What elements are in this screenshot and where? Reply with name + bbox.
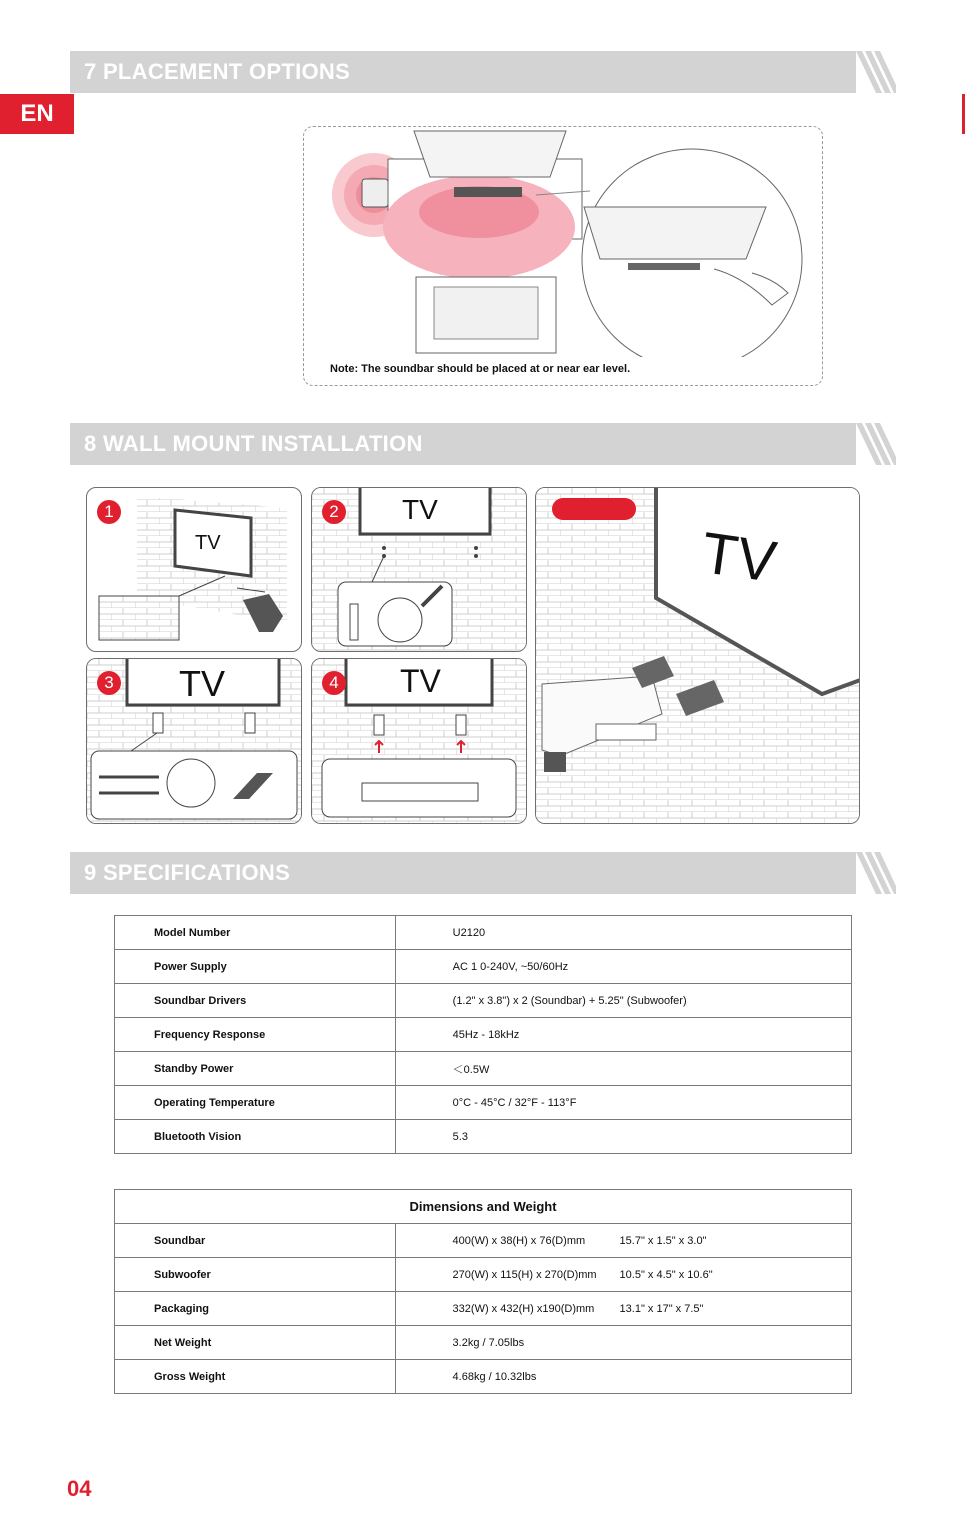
language-tab: EN (0, 94, 74, 134)
dimensions-header: Dimensions and Weight (115, 1190, 852, 1224)
table-row (115, 1018, 852, 1052)
placement-note: Note: The soundbar should be placed at or near ear level. (330, 363, 631, 375)
table-row (115, 1326, 852, 1360)
section-title: 7 PLACEMENT OPTIONS (84, 59, 351, 84)
spec-label: Soundbar Drivers (115, 984, 396, 1018)
table-row (115, 1258, 852, 1292)
dimension-value-cell (395, 1292, 851, 1326)
step-number-badge: 1 (97, 500, 121, 524)
metric-value: 400(W) x 38(H) x 76(D)mm (452, 1234, 586, 1247)
spec-label: Operating Temperature (115, 1086, 396, 1120)
imperial-value: 13.1" x 17" x 7.5" (619, 1302, 704, 1315)
spec-value: ＜0.5W (395, 1052, 851, 1086)
table-row (115, 984, 852, 1018)
dimension-label: Net Weight (115, 1326, 396, 1360)
placement-illustration (304, 127, 822, 357)
metric-value: 3.2kg / 7.05lbs (452, 1336, 525, 1349)
spec-value: U2120 (395, 916, 851, 950)
section-header-placement (70, 51, 896, 93)
step-4-panel (311, 658, 527, 824)
dimension-value-cell (395, 1360, 851, 1394)
dimension-label: Soundbar (115, 1224, 396, 1258)
step-3-panel (86, 658, 302, 824)
spec-value: 45Hz - 18kHz (395, 1018, 851, 1052)
tv-label: TV (697, 520, 781, 595)
tv-label: TV (400, 663, 441, 699)
spec-label: Power Supply (115, 950, 396, 984)
table-row (115, 1292, 852, 1326)
dimension-label: Packaging (115, 1292, 396, 1326)
spec-label: Bluetooth Vision (115, 1120, 396, 1154)
dimension-label: Gross Weight (115, 1360, 396, 1394)
tv-label: TV (179, 663, 226, 704)
spec-label: Model Number (115, 916, 396, 950)
metric-value: 270(W) x 115(H) x 270(D)mm (452, 1268, 597, 1281)
tv-label: TV (195, 532, 221, 554)
table-row (115, 1360, 852, 1394)
metric-value: 4.68kg / 10.32lbs (452, 1370, 537, 1383)
imperial-value: 15.7" x 1.5" x 3.0" (619, 1234, 707, 1247)
spec-value: 5.3 (395, 1120, 851, 1154)
table-row (115, 916, 852, 950)
mounted-soundbar-illustration (536, 488, 859, 823)
tv-label: TV (402, 494, 438, 525)
step-number-badge: 4 (322, 671, 346, 695)
table-row (115, 1052, 852, 1086)
dimensions-table (114, 1189, 852, 1394)
section-title: 9 SPECIFICATIONS (84, 860, 291, 885)
table-header-row (115, 1190, 852, 1224)
table-row (115, 1224, 852, 1258)
imperial-value: 10.5" x 4.5" x 10.6" (619, 1268, 713, 1281)
dimension-value-cell (395, 1224, 851, 1258)
step-2-panel (311, 487, 527, 652)
dimension-label: Subwoofer (115, 1258, 396, 1292)
specifications-table (114, 915, 852, 1154)
spec-value: 0°C - 45°C / 32°F - 113°F (395, 1086, 851, 1120)
dimension-value-cell (395, 1258, 851, 1292)
spec-label: Frequency Response (115, 1018, 396, 1052)
metric-value: 332(W) x 432(H) x190(D)mm (452, 1302, 595, 1315)
spec-label: Standby Power (115, 1052, 396, 1086)
placement-illustration-box (303, 126, 823, 386)
slash-decoration-icon (856, 852, 896, 894)
table-row (115, 1120, 852, 1154)
step-number-badge: 2 (322, 500, 346, 524)
mounted-overview-panel (535, 487, 860, 824)
spec-value: AC 1 0-240V, ~50/60Hz (395, 950, 851, 984)
table-row (115, 950, 852, 984)
section-header-wall-mount (70, 423, 896, 465)
page-number: 04 (67, 1476, 92, 1501)
slash-decoration-icon (856, 51, 896, 93)
dimension-value-cell (395, 1326, 851, 1360)
step-1-panel (86, 487, 302, 652)
section-title: 8 WALL MOUNT INSTALLATION (84, 431, 423, 456)
slash-decoration-icon (856, 423, 896, 465)
section-header-specifications (70, 852, 896, 894)
table-row (115, 1086, 852, 1120)
spec-value: (1.2" x 3.8") x 2 (Soundbar) + 5.25" (Subwoofer) (395, 984, 851, 1018)
step-number-badge: 3 (97, 671, 121, 695)
